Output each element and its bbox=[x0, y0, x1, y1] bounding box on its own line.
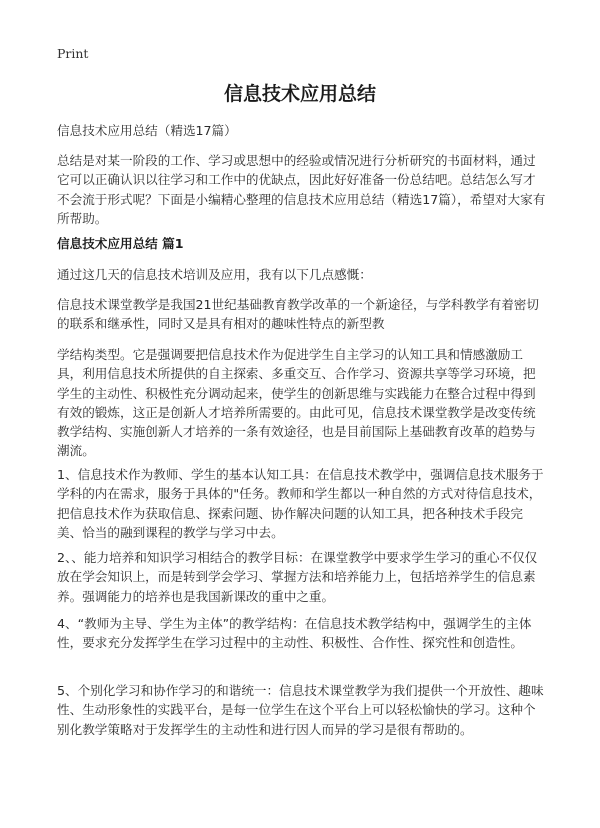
print-link[interactable]: Print bbox=[57, 46, 89, 61]
paragraph-item-4: 4、“教师为主导、学生为主体”的教学结构：在信息技术教学结构中，强调学生的主体性，要求充分发挥学生在学习过程中的主动性、积极性、合作性、探究性和创造性。 bbox=[57, 616, 532, 651]
paragraph-item-5: 5、个别化学习和协作学习的和谐统一：信息技术课堂教学为我们提供一个开放性、趣味性、生动形象性的实践平台，是每一位学生在这个平台上可以轻松愉快的学习。这种个别化教学策略对于发挥学生的主动性和进行因人而异的学习是很有帮助的。 bbox=[57, 683, 544, 737]
document-subtitle: 信息技术应用总结（精选17篇） bbox=[57, 123, 237, 138]
paragraph-3: 学结构类型。它是强调要把信息技术作为促进学生自主学习的认知工具和情感激励工具，利用信息技术所提供的自主探索、多重交互、合作学习、资源共享等学习环境，把学生的主动性、积极性充分调动起来，使学生的创新思维与实践能力在整合过程中得到有效的锻炼，这正是创新人才培养所需要的。由此可见，信息技术课堂教学是改变传统教学结构、实施创新人才培养的一条有效途径，也是目前国际上基础教育改革的趋势与潮流。 bbox=[57, 347, 536, 459]
paragraph-2: 信息技术课堂教学是我国21世纪基础教育教学改革的一个新途径，与学科教学有着密切的联系和继承性，同时又是具有相对的趣味性特点的新型教 bbox=[57, 297, 539, 332]
intro-paragraph: 总结是对某一阶段的工作、学习或思想中的经验或情况进行分析研究的书面材料，通过它可以正确认识以往学习和工作中的优缺点，因此好好准备一份总结吧。总结怎么写才不会流于形式呢？下面是小编精心整理的信息技术应用总结（精选17篇），希望对大家有所帮助。 bbox=[57, 153, 546, 226]
section-heading: 信息技术应用总结 篇1 bbox=[57, 236, 184, 251]
paragraph-item-1: 1、信息技术作为教师、学生的基本认知工具：在信息技术教学中，强调信息技术服务于学科的内在需求，服务于具体的"任务。教师和学生都以一种自然的方式对待信息技术，把信息技术作为获取信息、探索问题、协作解决问题的认知工具，把各种技术手段完美、恰当的融到课程的教学与学习中去。 bbox=[57, 467, 544, 540]
paragraph-item-2: 2、、能力培养和知识学习相结合的教学目标：在课堂教学中要求学生学习的重心不仅仅放在学会知识上，而是转到学会学习、掌握方法和培养能力上，包括培养学生的信息素养。强调能力的培养也是我国新课改的重中之重。 bbox=[57, 550, 538, 604]
paragraph-1: 通过这几天的信息技术培训及应用，我有以下几点感慨： bbox=[57, 267, 372, 282]
page-title: 信息技术应用总结 bbox=[223, 83, 376, 105]
